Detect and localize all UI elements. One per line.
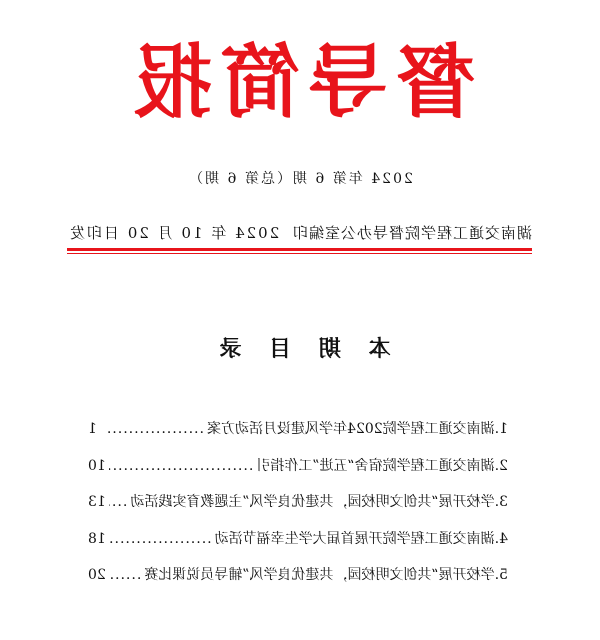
toc-list [88, 418, 508, 601]
header-rule-thick [67, 248, 532, 251]
header-rule-thin [67, 253, 532, 254]
editor-name: 湖南交通工程学院督导办公室编印 [291, 224, 532, 242]
toc-item-text: 4.湖南交通工程学院开展首届大学生幸福节活动 [214, 530, 508, 547]
toc-leader-dots [109, 494, 128, 510]
masthead-title: 督导简报 [124, 36, 476, 129]
toc-leader-dots [109, 458, 254, 474]
toc-title: 本 期 目 录 [209, 337, 391, 362]
toc-item-page: 1 [88, 421, 97, 437]
toc-item [88, 491, 508, 528]
toc-item-page: 10 [88, 457, 106, 474]
toc-item [88, 528, 508, 565]
issue-number: 2024 年第 6 期（总第 6 期） [187, 171, 413, 187]
toc-leader-dots [109, 531, 212, 547]
toc-item [88, 564, 508, 601]
toc-item-page: 13 [88, 494, 106, 511]
toc-item [88, 455, 508, 492]
toc-item [88, 418, 508, 455]
toc-item-text: 5.学校开展“共创文明校园，共建优良学风”辅导员说课比赛 [144, 567, 508, 584]
print-date: 2024 年 10 月 20 日印发 [68, 224, 280, 242]
toc-item-text: 1.湖南交通工程学院2024年学风建设月活动方案 [207, 421, 508, 437]
toc-item-text: 3.学校开展“共创文明校园，共建优良学风”主题教育实践活动 [130, 494, 508, 511]
toc-item-text: 2.湖南交通工程学院宿舍“五进”工作指引 [256, 457, 508, 474]
toc-leader-dots [109, 567, 142, 583]
toc-leader-dots [107, 421, 204, 437]
toc-item-page: 20 [88, 567, 106, 584]
toc-item-page: 18 [88, 530, 106, 547]
